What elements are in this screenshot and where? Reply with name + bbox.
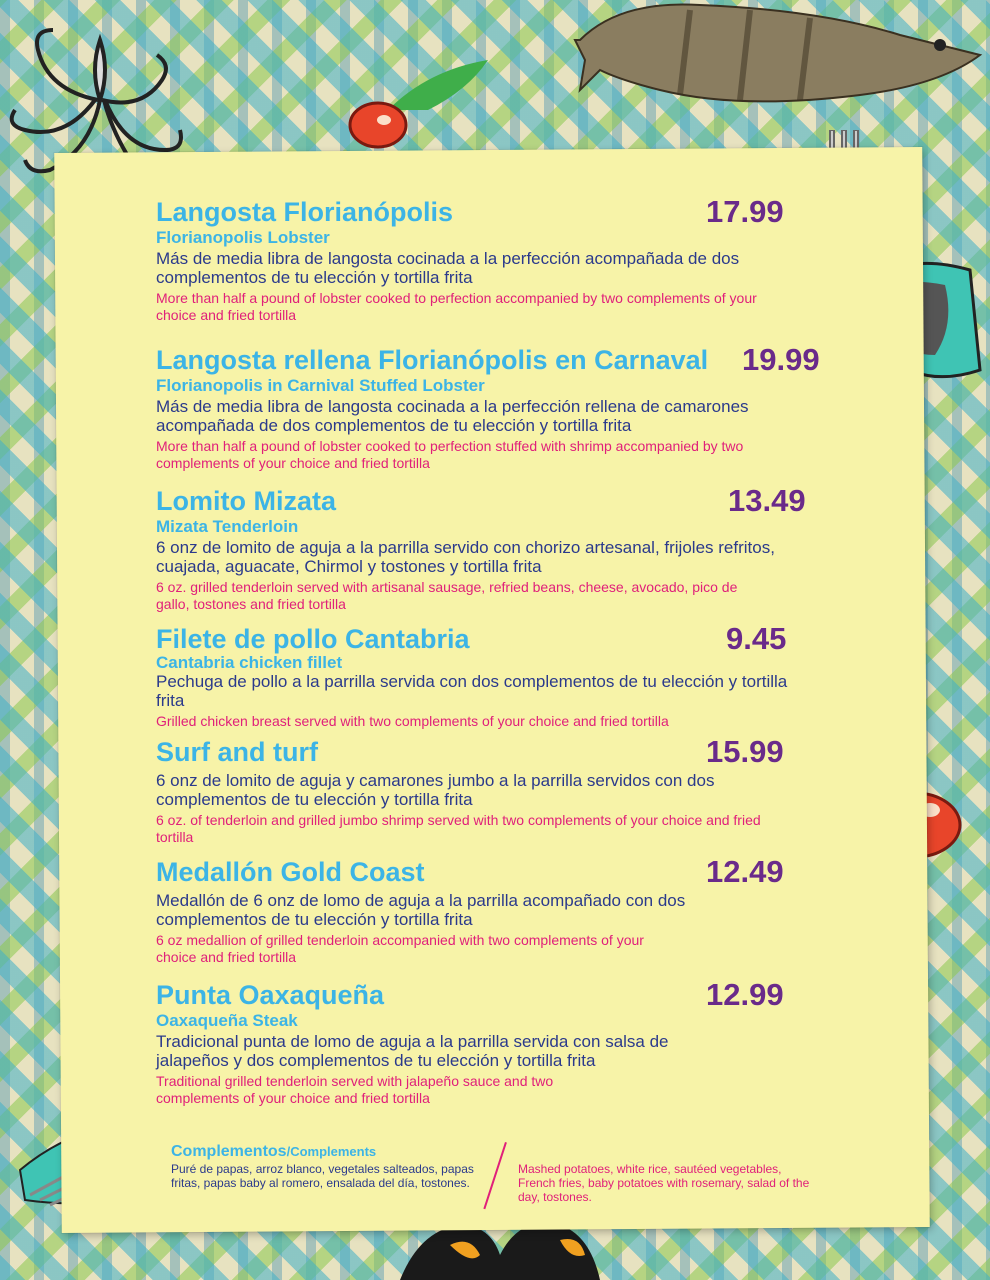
item-description-es: Pechuga de pollo a la parrilla servida con dos complementos de tu elección y tortilla frita xyxy=(156,672,788,710)
item-description-en: More than half a pound of lobster cooked to perfection accompanied by two complements of your choice and fried tortilla xyxy=(156,290,757,323)
menu-item xyxy=(156,483,836,613)
item-subtitle: Cantabria chicken fillet xyxy=(156,653,343,672)
item-subtitle: Mizata Tenderloin xyxy=(156,517,299,536)
item-description-en: Grilled chicken breast served with two complements of your choice and fried tortilla xyxy=(156,713,669,729)
item-description-en: 6 oz. of tenderloin and grilled jumbo shrimp served with two complements of your choice and fried tortilla xyxy=(156,812,761,845)
item-price: 13.49 xyxy=(728,483,806,518)
complements-list-es: Puré de papas, arroz blanco, vegetales salteados, papas fritas, papas baby al romero, ensalada del día, tostones. xyxy=(171,1162,474,1190)
item-price: 15.99 xyxy=(706,734,784,769)
item-price: 17.99 xyxy=(706,194,784,229)
menu-item xyxy=(156,854,836,966)
item-description-en: 6 oz. grilled tenderloin served with artisanal sausage, refried beans, cheese, avocado, pico de gallo, tostones and fried tortilla xyxy=(156,579,738,612)
menu-item xyxy=(156,621,836,730)
item-title: Langosta Florianópolis xyxy=(156,197,454,227)
item-description-en: More than half a pound of lobster cooked to perfection stuffed with shrimp accompanied by two complements of your choice and fried tortilla xyxy=(156,438,744,471)
menu-item xyxy=(156,342,836,472)
item-description-es: Tradicional punta de lomo de aguja a la parrilla servida con salsa de jalapeños y dos complementos de tu elección y tortilla frita xyxy=(156,1032,669,1070)
item-description-es: Medallón de 6 onz de lomo de aguja a la parrilla acompañado con dos complementos de tu elección y tortilla frita xyxy=(156,891,686,929)
item-description-es: Más de media libra de langosta cocinada a la perfección rellena de camarones acompañada de dos complementos de tu elección y tortilla frita xyxy=(156,397,749,435)
item-description-en: 6 oz medallion of grilled tenderloin accompanied with two complements of your choice and fried tortilla xyxy=(156,932,644,965)
item-description-en: Traditional grilled tenderloin served with jalapeño sauce and two complements of your choice and fried tortilla xyxy=(156,1073,554,1106)
item-price: 19.99 xyxy=(742,342,820,377)
item-title: Langosta rellena Florianópolis en Carnaval xyxy=(156,345,709,375)
fish-icon xyxy=(570,0,990,110)
item-price: 9.45 xyxy=(726,621,787,656)
item-description-es: 6 onz de lomito de aguja a la parrilla servido con chorizo artesanal, frijoles refritos, cuajada, aguacate, Chirmol y tostones y tortilla frita xyxy=(156,538,775,576)
menu-item xyxy=(156,194,836,324)
winged-steak-icon xyxy=(328,50,498,160)
item-subtitle: Florianopolis Lobster xyxy=(156,228,330,247)
complements-list-en: Mashed potatoes, white rice, sautéed vegetables, French fries, baby potatoes with rosemary, salad of the day, tostones. xyxy=(518,1162,810,1204)
complements-title-es: Complementos xyxy=(171,1143,287,1160)
item-title: Lomito Mizata xyxy=(156,486,336,516)
complements-title xyxy=(171,1143,376,1161)
item-subtitle: Oaxaqueña Steak xyxy=(156,1011,298,1030)
item-title: Medallón Gold Coast xyxy=(156,857,425,887)
complements-title-en: /Complements xyxy=(286,1144,377,1159)
item-subtitle: Florianopolis in Carnival Stuffed Lobster xyxy=(156,376,485,395)
item-title: Surf and turf xyxy=(156,737,318,767)
item-title: Punta Oaxaqueña xyxy=(156,980,385,1010)
item-description-es: Más de media libra de langosta cocinada a la perfección acompañada de dos complementos de tu elección y tortilla frita xyxy=(156,249,740,287)
item-price: 12.49 xyxy=(706,854,784,889)
item-description-es: 6 onz de lomito de aguja y camarones jumbo a la parrilla servidos con dos complementos de tu elección y tortilla frita xyxy=(156,771,715,809)
menu-item xyxy=(156,977,836,1107)
menu-item xyxy=(156,734,836,846)
item-title: Filete de pollo Cantabria xyxy=(156,624,470,654)
item-price: 12.99 xyxy=(706,977,784,1012)
